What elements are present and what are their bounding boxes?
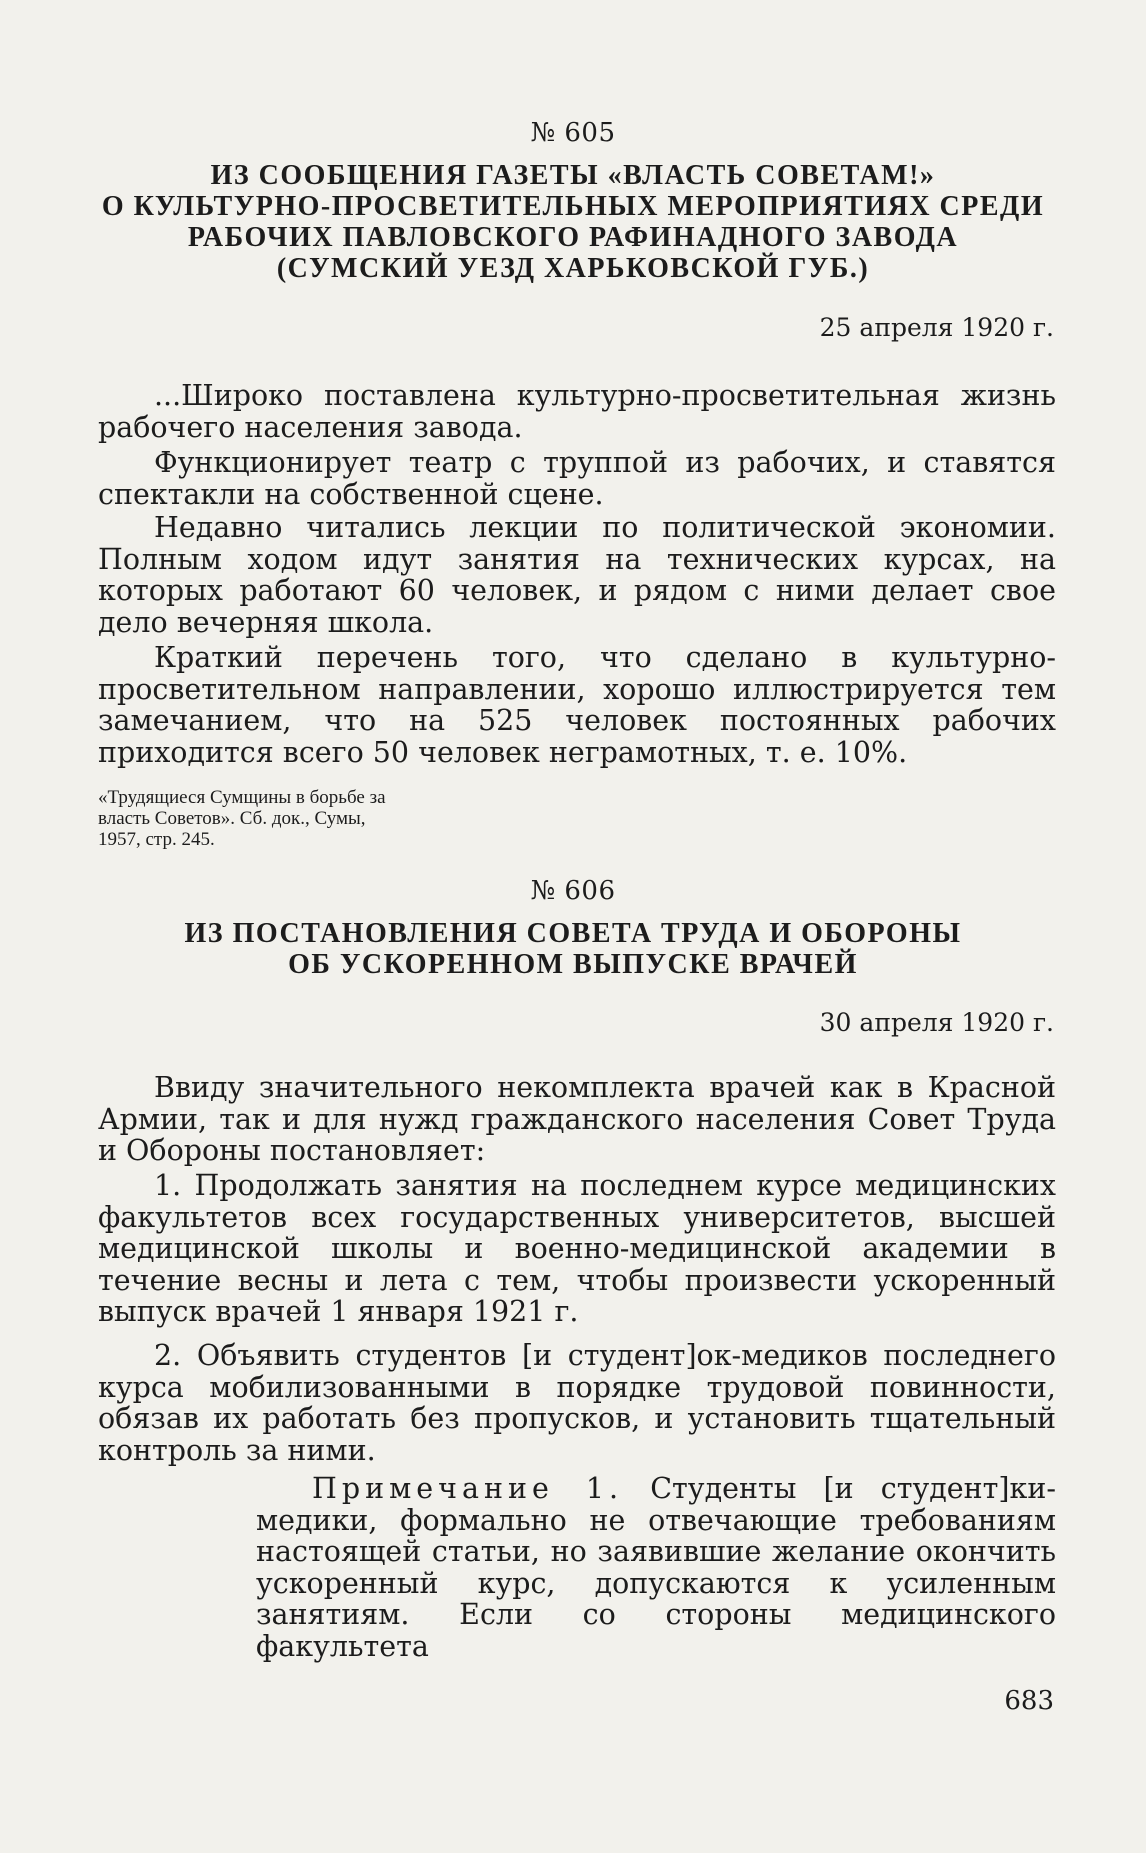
document-605-paragraph: Краткий перечень того, что сделано в культурно-просветительном направлении, хорошо иллюстрируется тем замечанием, что на 525 человек постоянных рабочих приходится всего 50 человек неграмотных, т. е. 10%. xyxy=(98,641,1056,769)
heading-line: ИЗ ПОСТАНОВЛЕНИЯ СОВЕТА ТРУДА И ОБОРОНЫ xyxy=(184,918,962,949)
heading-line: О КУЛЬТУРНО-ПРОСВЕТИТЕЛЬНЫХ МЕРОПРИЯТИЯХ СРЕДИ xyxy=(101,191,1045,222)
note-label: Примечание 1. xyxy=(312,1472,624,1505)
citation-line: 1957, стр. 245. xyxy=(98,829,215,850)
document-605-paragraph: Функционирует театр с труппой из рабочих, и ставятся спектакли на собственной сцене. xyxy=(98,446,1056,511)
document-605-source-citation xyxy=(98,787,478,850)
document-605-heading xyxy=(100,160,1046,284)
document-606-paragraph: 2. Объявить студентов [и студент]ок-медиков последнего курса мобилизованными в порядке трудовой повинности, обязав их работать без пропусков, и установить тщательный контроль за ними. xyxy=(98,1339,1056,1467)
document-605-paragraph: ...Широко поставлена культурно-просветительная жизнь рабочего населения завода. xyxy=(98,379,1056,444)
citation-line: «Трудящиеся Сумщины в борьбе за xyxy=(98,787,386,808)
document-606-paragraph: Ввиду значительного некомплекта врачей как в Красной Армии, так и для нужд гражданского населения Совет Труда и Обороны постановляет: xyxy=(98,1071,1056,1167)
heading-line: ОБ УСКОРЕННОМ ВЫПУСКЕ ВРАЧЕЙ xyxy=(288,949,858,980)
document-number-606: № 606 xyxy=(530,876,616,906)
heading-line: РАБОЧИХ ПАВЛОВСКОГО РАФИНАДНОГО ЗАВОДА xyxy=(187,222,959,253)
heading-line: ИЗ СООБЩЕНИЯ ГАЗЕТЫ «ВЛАСТЬ СОВЕТАМ!» xyxy=(210,160,936,191)
document-605-paragraph: Недавно читались лекции по политической экономии. Полным ходом идут занятия на технических курсах, на которых работают 60 человек, и рядом с ними делает свое дело вечерняя школа. xyxy=(98,511,1056,639)
document-605-date: 25 апреля 1920 г. xyxy=(819,313,1054,342)
note-text: Студенты [и студент]ки-медики, формально не отвечающие требованиям настоящей статьи, но заявившие желание окончить ускоренный курс, допускаются к усиленным занятиям. Если со стороны медицинского факультета xyxy=(256,1472,1056,1663)
page-number: 683 xyxy=(1004,1686,1054,1716)
document-606-note xyxy=(256,1473,1056,1662)
citation-line: власть Советов». Сб. док., Сумы, xyxy=(98,808,366,829)
document-606-paragraph: 1. Продолжать занятия на последнем курсе медицинских факультетов всех государственных университетов, высшей медицинской школы и военно-медицинской академии в течение весны и лета с тем, чтобы произвести ускоренный выпуск врачей 1 января 1921 г. xyxy=(98,1169,1056,1328)
document-606-heading xyxy=(100,918,1046,980)
document-number-605: № 605 xyxy=(530,118,616,148)
document-606-date: 30 апреля 1920 г. xyxy=(819,1008,1054,1037)
heading-line: (СУМСКИЙ УЕЗД ХАРЬКОВСКОЙ ГУБ.) xyxy=(276,253,870,284)
